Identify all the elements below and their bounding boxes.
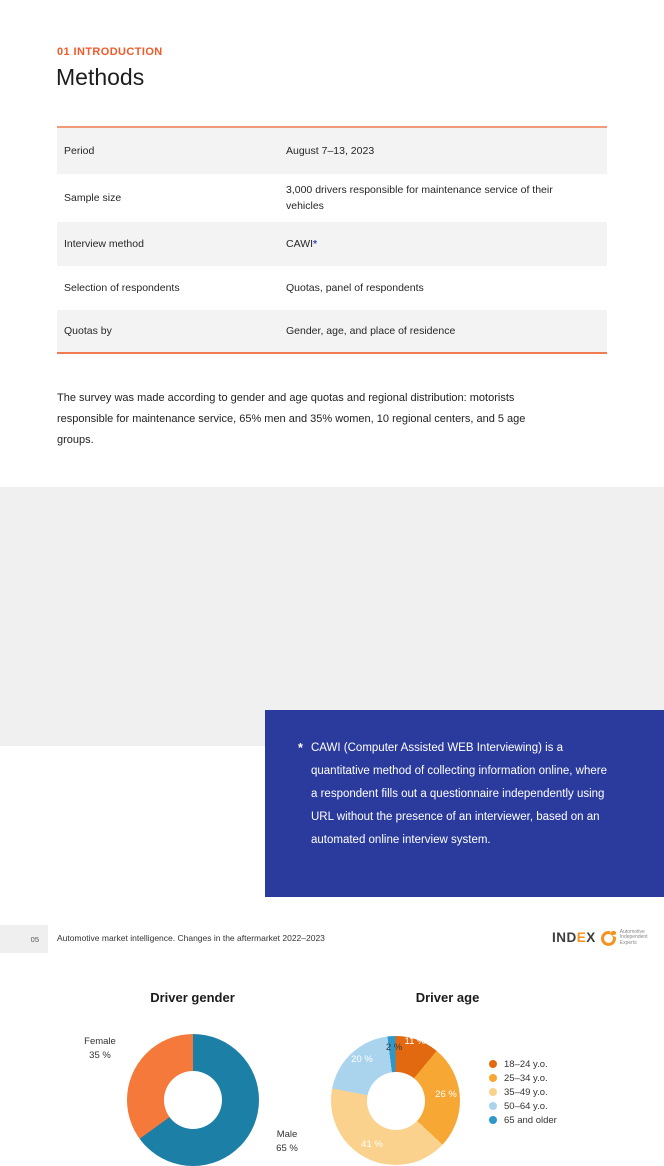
legend-item [489,1071,557,1085]
row-label: Sample size [64,192,122,204]
gender-donut-chart [127,1034,259,1166]
survey-paragraph: The survey was made according to gender and age quotas and regional distribution: motorists responsible for maintenance service, 65% men and 35% women, 10 regional centers, and 5 age groups. [57,392,526,446]
methods-table [57,126,607,354]
row-value [286,143,607,159]
cawi-footnote-box [265,710,664,897]
donut-hole [367,1072,425,1130]
age-slice-label: 20 % [351,1054,373,1065]
page-title: Methods [56,64,145,90]
legend-label: 65 and older [504,1114,557,1126]
row-value-text: Quotas, panel of respondents [286,282,424,294]
logo-tagline [620,930,648,947]
legend-item [489,1099,557,1113]
row-label: Selection of respondents [64,282,180,294]
male-slice-label [245,1128,329,1155]
row-value-text: CAWI [286,238,314,250]
legend-label: 50–64 y.o. [504,1100,548,1112]
legend-dot-icon [489,1116,497,1124]
logo-letters: IND [552,930,577,945]
row-value-text: 3,000 drivers responsible for maintenance service of their vehicles [286,184,553,212]
age-chart-title: Driver age [415,990,480,1005]
legend-dot-icon [489,1074,497,1082]
tagline-line: Experts [619,939,637,946]
legend-dot-icon [489,1060,497,1068]
logo-letters: X [586,930,596,945]
table-row [57,310,607,352]
logo-wordmark [552,931,596,945]
tagline-line: Independent [619,934,648,941]
female-pct-text: 35 % [89,1049,111,1061]
age-slice-label: 2 % [385,1042,403,1053]
gender-chart-title: Driver gender [150,990,235,1005]
legend-label: 35–49 y.o. [504,1086,548,1098]
age-legend [489,1057,557,1127]
legend-dot-icon [489,1102,497,1110]
age-slice-label: 11 % [404,1036,426,1047]
female-slice-label [58,1035,142,1062]
row-value [286,323,607,339]
legend-item [489,1113,557,1127]
row-value [286,236,607,252]
logo-letter-accent: E [576,930,587,945]
age-slice-label: 41 % [361,1139,383,1150]
legend-item [489,1085,557,1099]
section-label: 01 INTRODUCTION [57,46,163,58]
male-pct-text: 65 % [276,1142,298,1154]
index-logo [552,924,648,952]
table-row [57,266,607,310]
female-label-text: Female [84,1036,116,1047]
age-slice-label: 26 % [435,1089,457,1100]
row-value [286,182,607,214]
row-label: Period [64,145,95,157]
logo-ring-icon [601,931,616,946]
table-row [57,174,607,222]
legend-label: 18–24 y.o. [504,1058,548,1070]
row-value-text: August 7–13, 2023 [286,145,375,157]
asterisk-marker: * [298,741,303,755]
donut-hole [164,1071,222,1129]
table-row [57,128,607,174]
footnote-asterisk: * [313,238,318,250]
row-label: Quotas by [64,325,112,337]
row-label: Interview method [64,238,144,250]
legend-label: 25–34 y.o. [504,1072,548,1084]
footer-title: Automotive market intelligence. Changes in the aftermarket 2022–2023 [57,933,325,943]
row-value [286,280,607,296]
row-value-text: Gender, age, and place of residence [286,325,456,337]
page-number: 05 [0,925,48,953]
legend-dot-icon [489,1088,497,1096]
logo-dot [611,931,616,936]
tagline-line: Automotive [619,928,645,935]
male-label-text: Male [276,1129,298,1140]
footnote-text: CAWI (Computer Assisted WEB Interviewing) is a quantitative method of collecting information online, where a respondent fills out a questionnaire independently using URL without the presence of an interviewer, based on an automated online interview system. [311,742,607,846]
legend-item [489,1057,557,1071]
table-row [57,222,607,266]
